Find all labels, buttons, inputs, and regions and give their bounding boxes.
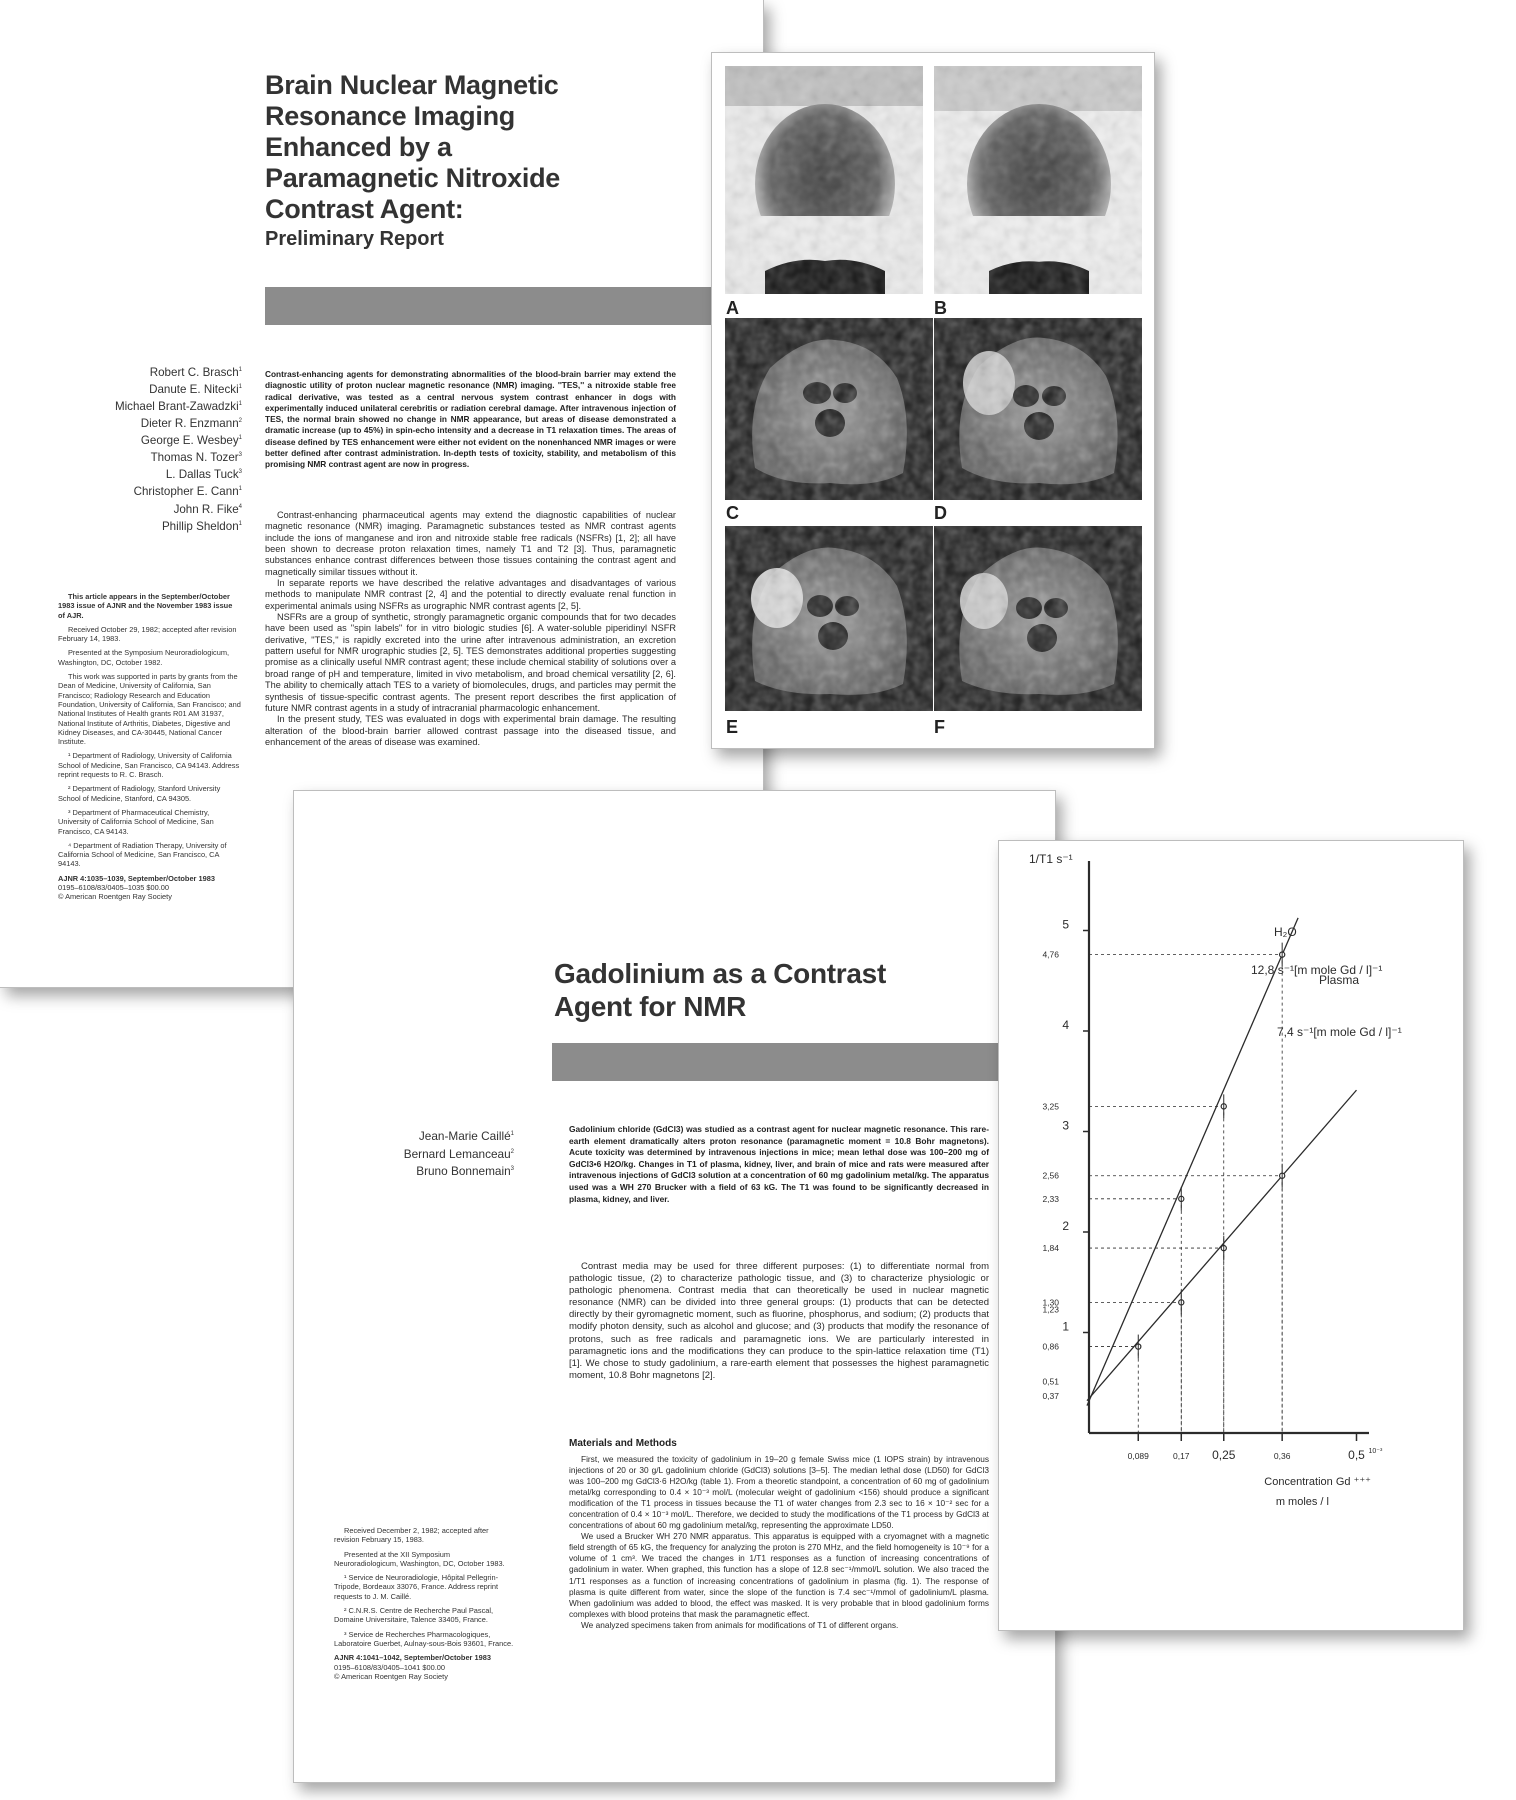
y-marked-label: 0,51 [1042, 1376, 1059, 1387]
y-marked-label: 2,33 [1042, 1193, 1059, 1204]
author-affiliation-mark: 4 [238, 503, 242, 510]
paper1-title-bar [265, 287, 764, 325]
paper1-title-line: Contrast Agent: [265, 194, 464, 224]
author-line [334, 1162, 514, 1180]
mri-figure-panel [711, 52, 1155, 749]
author-line [60, 465, 242, 482]
author-affiliation-mark: 1 [238, 520, 242, 527]
author-line [60, 363, 242, 380]
paper2-body [569, 1261, 989, 1382]
author-affiliation-mark: 3 [238, 469, 242, 476]
footnote: ³ Department of Pharmaceutical Chemistry, University of California School of Medicine, San Francisco, CA 94143. [58, 807, 214, 836]
x-tick-label: 0,17 [1172, 1451, 1190, 1461]
footnote: © American Roentgen Ray Society [334, 1671, 448, 1681]
paper1-subtitle: Preliminary Report [265, 228, 444, 250]
author-name: Bernard Lemanceau [403, 1146, 511, 1161]
footnote: ¹ Service de Neuroradiologie, Hôpital Pellegrin-Tripode, Bordeaux 33076, France. Address reprint requests to J. M. Caillé. [334, 1573, 499, 1601]
author-affiliation-mark: 1 [238, 384, 242, 391]
paragraph: In the present study, TES was evaluated in dogs with experimental brain damage. The resulting alteration of the blood-brain barrier allowed contrast passage into the diseased tissue, and enhancement of the areas of disease was examined. [265, 714, 676, 747]
mri-image-f [934, 526, 1142, 711]
paper2-footnotes [334, 1526, 514, 1681]
y-marked-label: 1,84 [1042, 1243, 1059, 1254]
paper1-body [265, 510, 676, 748]
author-affiliation-mark: 1 [238, 367, 242, 373]
y-marked-label: 3,25 [1042, 1101, 1059, 1112]
paper1-title-line: Enhanced by a [265, 132, 452, 162]
footnote: ³ Service de Recherches Pharmacologiques, Laboratoire Guerbet, Aulnay-sous-Bois 93601, France. [334, 1629, 514, 1648]
paragraph: Contrast-enhancing pharmaceutical agents may extend the diagnostic capabilities of nuclear magnetic resonance (NMR) imaging. Paramagnetic substances tested as NMR contrast agents include the ions of manganese and iron and nitroxide stable free radicals (NSFRs) [1, 2]; all have been shown to decrease proton relaxation times, namely T1 and T2 [3]. Thus, paramagnetic substances enhance contrast differences between those tissues containing the contrast agent and magnetically similar tissues without it. [265, 510, 676, 577]
footnote: ² Department of Radiology, Stanford University School of Medicine, Stanford, CA 94305. [58, 784, 221, 803]
paper2-title-line: Agent for NMR [554, 991, 747, 1022]
author-name: Michael Brant-Zawadzki [114, 399, 239, 413]
y-marked-label: 1,30 [1042, 1297, 1059, 1308]
paper1-abstract: Contrast-enhancing agents for demonstrating abnormalities of the blood-brain barrier may extend the diagnostic utility of proton nuclear magnetic resonance (NMR) imaging. ''TES,'' a nitroxide stable free radical derivative, was tested as a central nervous system contrast enhancer in dogs with experimentally induced unilateral cerebritis or radiation cerebral damage. After intravenous injection of TES, the normal brain showed no change in NMR appearance, but areas of disease demonstrated a dramatic increase (up to 45%) in spin-echo intensity and a decrease in T1 relaxation times. The areas of disease defined by TES enhancement were either not evident on the nonenhanced NMR images or were better defined after contrast administration. In-depth tests of toxicity, stability, and metabolism of this promising NMR contrast agent are now in progress. [265, 369, 676, 470]
author-name: John R. Fike [173, 502, 239, 516]
author-affiliation-mark: 3 [238, 452, 242, 459]
footnote: Received October 29, 1982; accepted after revision February 14, 1983. [58, 624, 237, 644]
x-tick-label: 0,089 [1127, 1451, 1149, 1461]
y-marked-label: 2,56 [1042, 1170, 1059, 1181]
figure-label-a: A [726, 298, 739, 318]
author-name: Christopher E. Cann [133, 485, 239, 499]
paragraph: We analyzed specimens taken from animals for modifications of T1 of different organs. [581, 1619, 899, 1630]
y-tick-label: 5 [1062, 917, 1069, 932]
footnote: ² C.N.R.S. Centre de Recherche Paul Pascal, Domaine Universitaire, Talence 33405, France. [334, 1606, 494, 1625]
x-multiplier-label: 10⁻³ [1368, 1448, 1383, 1455]
author-affiliation-mark: 1 [510, 1131, 514, 1137]
y-marked-label: 0,37 [1042, 1390, 1059, 1401]
x-axis-label: Concentration Gd ⁺⁺⁺ [1264, 1476, 1371, 1488]
author-name: L. Dallas Tuck [165, 468, 239, 482]
author-affiliation-mark: 3 [510, 1166, 514, 1173]
author-line [60, 397, 242, 414]
footnote: This work was supported in parts by grants from the Dean of Medicine, University of California, San Francisco; Radiology Research and Education Foundation, University of California, San Francisco; and National Institutes of Health grants R01 AM 31937, National Institute of Arthritis, Diabetes, Digestive and Kidney Diseases, and CA-30445, National Cancer Institute. [58, 672, 241, 747]
paragraph: We used a Brucker WH 270 NMR apparatus. This apparatus is equipped with a cryomagnet with a magnetic field strength of 65 kG, the frequency for analyzing the proton is 270 MHz, and the field homogeneity is 10⁻⁹ for a volume of 1 cm³. We traced the changes in 1/T1 responses as a function of increasing concentrations of gadolinium in water. When graphed, this function has a slope of 12.8 sec⁻¹/mmol/L solution. We also traced the 1/T1 responses as a function of increasing concentrations of gadolinium in plasma (fig. 1). The response of plasma is quite different from water, since the slope of the function is 7.4 sec⁻¹/mmol of gadolinium/L plasma. When gadolinium was added to blood, the effect was masked. It is very probable that in blood gadolinium forms complexes with blood proteins that mask the paramagnetic effect. [569, 1531, 989, 1619]
x-axis-units: m moles / l [1275, 1496, 1329, 1508]
paragraph: First, we measured the toxicity of gadolinium in 19–20 g female Swiss mice (1 IOPS strain) by intravenous injections of 20 or 30 g/L gadolinium chloride (GdCl3) solutions [3–5]. The median lethal dose (LD50) for GdCl3 was 100–200 mg GdCl3·6 H2O/kg (table 1). From a theoretic standpoint, a concentration of 60 mg of gadolinium metal/kg corresponding to 0.4 × 10⁻³ mol/L (molecular weight of gadolinium <156) should produce a significant modification of the T1 process in tissues because the T1 of water changes from 2.3 sec to 16 × 10⁻² sec for a concentration of 0.4 × 10⁻³ mol/L. Therefore, we decided to study the modifications of the T1 process by GdCl3 at concentrations of about 60 mg gadolinium metal/kg, representing the approximate LD50. [569, 1454, 989, 1531]
x-tick-label: 0,25 [1212, 1448, 1236, 1462]
y-marked-label: 0,86 [1042, 1341, 1059, 1352]
footnote: Received December 2, 1982; accepted after revision February 15, 1983. [334, 1526, 489, 1545]
author-line [334, 1145, 514, 1163]
paper2-title [554, 957, 974, 1023]
paper1-authors [60, 363, 242, 534]
author-line [60, 500, 242, 517]
y-axis-label: 1/T1 s⁻¹ [1029, 852, 1073, 866]
mri-image-a [725, 66, 923, 294]
figure-label-d: D [934, 503, 947, 523]
figure-label-e: E [726, 717, 739, 737]
author-name: Jean-Marie Caillé [418, 1128, 511, 1143]
t1-plot-panel [998, 840, 1464, 1631]
footnote: 0195–6108/83/0405–1035 $00.00 [58, 883, 169, 893]
t1-chart [999, 841, 1464, 1631]
author-name: Thomas N. Tozer [150, 451, 239, 465]
paper1-title [265, 70, 685, 225]
y-marked-label: 4,76 [1042, 949, 1059, 960]
author-name: Robert C. Brasch [149, 365, 239, 379]
paper2-methods [569, 1454, 989, 1631]
mri-image-b [934, 66, 1142, 294]
paper1-footnotes [58, 592, 241, 902]
y-marked-label: 1,23 [1042, 1304, 1059, 1315]
x-tick-label: 0,36 [1273, 1451, 1291, 1461]
footnote: ⁴ Department of Radiation Therapy, University of California School of Medicine, San Francisco, CA 94143. [58, 840, 227, 869]
series-line [1087, 918, 1298, 1406]
author-line [60, 414, 242, 431]
paper2-title-line: Gadolinium as a Contrast [554, 958, 886, 989]
x-tick-label: 0,5 [1348, 1448, 1365, 1462]
series-line [1087, 1090, 1357, 1401]
author-line [60, 380, 242, 397]
footnote: © American Roentgen Ray Society [58, 892, 172, 902]
author-line [60, 517, 242, 534]
paragraph: Contrast media may be used for three different purposes: (1) to differentiate normal from pathologic tissue, (2) to characterize pathologic tissue, and (3) to characterize physiologic or pathologic phenomena. Contrast media that can theoretically be used in nuclear magnetic resonance (NMR) can be divided into three general groups: (1) products that can be detected directly by their gyromagnetic moment, such as fluorine, phosphorus, and sodium; (2) products that modify photon density, such as alcohol and glucose; and (3) products that modify the resonance of protons, such as free radicals and paramagnetic ions. We are particularly interested in paramagnetic ions and the modifications they can produce to the spin-lattice relaxation time (T1) [1]. We chose to study gadolinium, a rare-earth element that possesses the highest paramagnetic moment, 10.8 Bohr magnetons [2]. [569, 1261, 989, 1381]
series-name: Plasma [1319, 973, 1360, 987]
footnote: Presented at the Symposium Neuroradiologicum, Washington, DC, October 1982. [58, 648, 230, 667]
series-name: H₂O [1274, 925, 1297, 939]
figure-label-b: B [934, 298, 947, 318]
author-name: Phillip Sheldon [161, 519, 239, 533]
author-affiliation-mark: 1 [238, 401, 242, 408]
author-line [60, 482, 242, 499]
footnote: This article appears in the September/October 1983 issue of AJNR and the November 1983 issue of AJR. [58, 592, 233, 620]
y-tick-label: 2 [1062, 1219, 1069, 1233]
series-slope-label: 7,4 s⁻¹[m mole Gd / l]⁻¹ [1277, 1025, 1402, 1039]
author-line [60, 431, 242, 448]
paper2-page [293, 790, 1056, 1783]
footnote: ¹ Department of Radiology, University of California School of Medicine, San Francisco, CA 94143. Address reprint requests to R. C. Brasch. [58, 751, 240, 780]
figure-label-f: F [934, 717, 945, 737]
paragraph: NSFRs are a group of synthetic, strongly paramagnetic organic compounds that for two decades have been used as ''spin labels'' for in vitro biologic studies [6]. A water-soluble piperidinyl NSFR derivative, ''TES,'' is rapidly excreted into the urine after intravenous administration, an excretion pattern useful for NMR urographic studies [2, 5]. TES demonstrates additional properties suggesting promise as a clinically useful NMR contrast agent; these include chemical stability of solutions over a broad range of pH and temperature, limited in vivo metabolism, and broad chemical versatility [2, 6]. The ability to chemically attach TES to a variety of biomolecules, drugs, and particles may permit the synthesis of tissue-specific contrast agents. The present report describes the first application of future NMR contrast agents in a study of intracranial pharmacologic enhancement. [265, 612, 676, 713]
author-affiliation-mark: 2 [510, 1148, 514, 1155]
mri-image-d [934, 318, 1142, 500]
author-affiliation-mark: 1 [238, 435, 242, 442]
author-line [334, 1127, 514, 1145]
mri-image-e [725, 526, 933, 711]
figure-label-c: C [726, 503, 739, 523]
paper2-authors [334, 1127, 514, 1180]
author-affiliation-mark: 2 [238, 418, 242, 425]
author-name: George E. Wesbey [140, 434, 239, 448]
footnote: Presented at the XII Symposium Neuroradiologicum, Washington, DC, October 1983. [334, 1549, 505, 1568]
paper2-title-bar [552, 1043, 1056, 1081]
paper2-section-heading: Materials and Methods [569, 1438, 677, 1449]
author-line [60, 448, 242, 465]
paper2-abstract: Gadolinium chloride (GdCl3) was studied as a contrast agent for nuclear magnetic resonance. This rare-earth element dramatically alters proton resonance (paramagnetic moment = 10.8 Bohr magnetons). Acute toxicity was determined by intravenous injections in mice; mean lethal dose was 100–200 mg of GdCl3•6 H2O/kg. Changes in T1 of plasma, kidney, liver, and brain of mice and rats were measured after intravenous injections of GdCl3 solution at a concentration of 60 mg gadolinium metal/kg. The apparatus used was a WH 270 Brucker with a field of 63 kG. The T1 was found to be significantly decreased in plasma, kidney, and liver. [569, 1124, 989, 1204]
paragraph: In separate reports we have described the relative advantages and disadvantages of various methods to manipulate NMR contrast [2, 4] and the potential to directly evaluate renal function in experimental animals using NSFRs as urographic NMR contrast agents [2, 5]. [265, 578, 676, 611]
author-name: Danute E. Nitecki [149, 382, 239, 396]
journal-citation: AJNR 4:1041–1042, September/October 1983 [334, 1653, 491, 1663]
series-slope-label: 12,8 s⁻¹[m mole Gd / l]⁻¹ [1251, 963, 1383, 977]
author-name: Bruno Bonnemain [416, 1163, 511, 1178]
journal-citation: AJNR 4:1035–1039, September/October 1983 [58, 873, 215, 883]
y-tick-label: 4 [1062, 1018, 1069, 1032]
paper1-title-line: Resonance Imaging [265, 101, 515, 131]
y-tick-label: 1 [1062, 1319, 1069, 1334]
paper1-title-line: Brain Nuclear Magnetic [265, 70, 559, 100]
footnote: 0195–6108/83/0405–1041 $00.00 [334, 1662, 445, 1672]
author-affiliation-mark: 1 [238, 486, 242, 493]
paper1-title-line: Paramagnetic Nitroxide [265, 163, 561, 193]
mri-image-c [725, 318, 933, 500]
author-name: Dieter R. Enzmann [140, 417, 239, 431]
y-tick-label: 3 [1062, 1118, 1069, 1133]
